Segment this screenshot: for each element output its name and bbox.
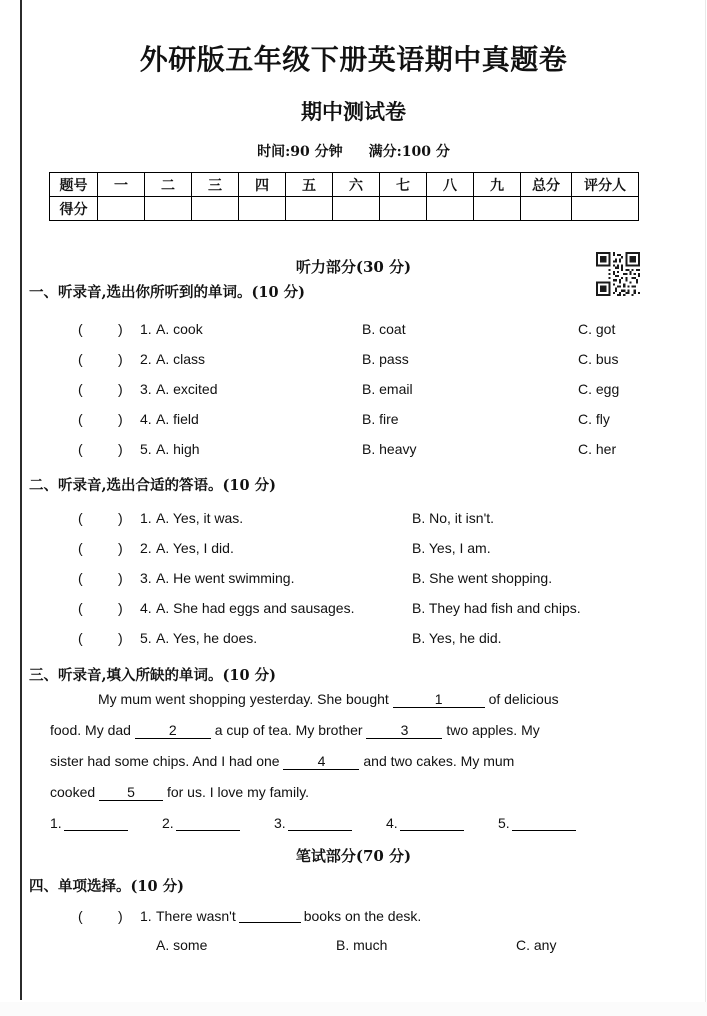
option-c[interactable]: C. bus bbox=[578, 351, 619, 367]
score-table-row-label-question: 题号 bbox=[50, 173, 98, 197]
option-b[interactable]: B. much bbox=[336, 937, 388, 953]
section-heading-3: 三、听录音,填入所缺的单词。(10 分) bbox=[29, 667, 276, 684]
cloze-text: two apples. My bbox=[446, 722, 540, 738]
cloze-blank-3[interactable]: 3 bbox=[366, 723, 442, 739]
option-c[interactable]: C. her bbox=[578, 441, 617, 457]
question-number: 5. bbox=[140, 630, 152, 646]
option-a[interactable]: A. cook bbox=[156, 321, 203, 337]
cloze-blank-1[interactable]: 1 bbox=[393, 692, 485, 708]
option-a[interactable]: A. field bbox=[156, 411, 199, 427]
score-table-col-8: 八 bbox=[427, 173, 474, 197]
option-a[interactable]: A. Yes, it was. bbox=[156, 510, 244, 526]
cloze-text: for us. I love my family. bbox=[166, 784, 310, 800]
option-b[interactable]: B. Yes, he did. bbox=[412, 630, 502, 646]
answer-blank-4[interactable] bbox=[386, 815, 464, 831]
score-cell-6[interactable] bbox=[333, 197, 380, 221]
question-number: 1. bbox=[140, 908, 152, 924]
stem-before: There wasn't bbox=[156, 908, 236, 924]
score-cell-3[interactable] bbox=[192, 197, 239, 221]
option-b[interactable]: B. They had fish and chips. bbox=[412, 600, 581, 616]
option-b[interactable]: B. pass bbox=[362, 351, 409, 367]
cloze-line-2 bbox=[50, 723, 540, 739]
question-number: 1. bbox=[140, 510, 152, 526]
cloze-line-4 bbox=[50, 785, 309, 801]
score-table-col-4: 四 bbox=[239, 173, 286, 197]
score-table-col-3: 三 bbox=[192, 173, 239, 197]
score-table-row-label-score: 得分 bbox=[50, 197, 98, 221]
option-a[interactable]: A. He went swimming. bbox=[156, 570, 295, 586]
score-table-col-total: 总分 bbox=[521, 173, 572, 197]
option-a[interactable]: A. excited bbox=[156, 381, 218, 397]
score-cell-rater[interactable] bbox=[572, 197, 639, 221]
option-a[interactable]: A. class bbox=[156, 351, 206, 367]
scan-bottom-band bbox=[0, 1002, 707, 1016]
page-subtitle: 期中测试卷 bbox=[301, 99, 406, 124]
cloze-blank-2[interactable]: 2 bbox=[135, 723, 211, 739]
cloze-text: a cup of tea. My brother bbox=[214, 722, 363, 738]
answer-rule[interactable] bbox=[288, 819, 352, 831]
exam-total-label: 满分:100 分 bbox=[368, 144, 450, 160]
page-title: 外研版五年级下册英语期中真题卷 bbox=[139, 43, 568, 76]
score-cell-total[interactable] bbox=[521, 197, 572, 221]
answer-blank-2[interactable] bbox=[162, 815, 240, 831]
section-heading-2: 二、听录音,选出合适的答语。(10 分) bbox=[29, 477, 276, 494]
question-number: 4. bbox=[140, 411, 152, 427]
answer-number: 3. bbox=[274, 815, 286, 831]
option-b[interactable]: B. coat bbox=[362, 321, 406, 337]
stem-after: books on the desk. bbox=[303, 908, 422, 924]
score-cell-5[interactable] bbox=[286, 197, 333, 221]
exam-page: 外研版五年级下册英语期中真题卷 期中测试卷 时间:90 分钟 满分:100 分 题号 一 二 三 四 五 六 七 八 九 总分 评分人 得分 听力部分(30 分) 一、听录音,选出你所听到的单词。(10 分) ( ) 1. A. cook B. coat C. got ( ) 2. A. class B. pass C. bus ( ) 3. A. excited B. email C. egg ( ) 4. A. field B. fire C. fly ( ) 5. A. high B. heavy C. her 二、听录音,选出合适的答语。(10 分) ( ) 1. A. Yes, it was. B. No, it isn't. ( ) 2. A. Yes, I did. B. Yes, I am. ( ) 3. A. He went swimming. B. She went shopping. ( ) 4. A. She had eggs and sausages. B. They had fish and chips. ( ) 5. A. Yes, he does. B. Yes, he did. 三、听录音,填入所缺的单词。(10 分) My mum went shopping yesterday. She bought 1 of delicious food. My dad 2 a cup of tea. My brother 3 two apples. My sister had some chips. And I had one 4 and two cakes. My mum cooked 5 for us. I love my family. 1. 2. 3. 4. 5. 笔试部分(70 分) 四、单项选择。(10 分) ( ) 1. There wasn't books on the desk. A. some B. much C. any bbox=[0, 0, 707, 1016]
answer-blank-strip bbox=[50, 815, 650, 835]
cloze-line-1 bbox=[98, 692, 559, 708]
cloze-blank-5[interactable]: 5 bbox=[99, 785, 163, 801]
score-table-col-2: 二 bbox=[145, 173, 192, 197]
score-cell-2[interactable] bbox=[145, 197, 192, 221]
part-banner-listening: 听力部分(30 分) bbox=[295, 258, 412, 276]
score-cell-9[interactable] bbox=[474, 197, 521, 221]
question-number: 2. bbox=[140, 351, 152, 367]
question-number: 5. bbox=[140, 441, 152, 457]
score-cell-1[interactable] bbox=[98, 197, 145, 221]
exam-meta bbox=[0, 141, 707, 161]
answer-number: 2. bbox=[162, 815, 174, 831]
section-heading-1: 一、听录音,选出你所听到的单词。(10 分) bbox=[29, 284, 305, 301]
option-c[interactable]: C. got bbox=[578, 321, 616, 337]
question-stem bbox=[156, 909, 421, 923]
answer-rule[interactable] bbox=[512, 819, 576, 831]
option-b[interactable]: B. No, it isn't. bbox=[412, 510, 495, 526]
option-b[interactable]: B. Yes, I am. bbox=[412, 540, 491, 556]
score-table-col-5: 五 bbox=[286, 173, 333, 197]
exam-time-label: 时间:90 分钟 bbox=[257, 144, 343, 160]
answer-blank-5[interactable] bbox=[498, 815, 576, 831]
answer-blank-3[interactable] bbox=[274, 815, 352, 831]
score-table-col-1: 一 bbox=[98, 173, 145, 197]
option-c[interactable]: C. fly bbox=[578, 411, 610, 427]
score-table bbox=[49, 172, 639, 221]
option-c[interactable]: C. egg bbox=[578, 381, 620, 397]
cloze-blank-4[interactable]: 4 bbox=[283, 754, 359, 770]
part-banner-written: 笔试部分(70 分) bbox=[295, 847, 412, 865]
question-number: 3. bbox=[140, 570, 152, 586]
option-b[interactable]: B. She went shopping. bbox=[412, 570, 553, 586]
score-table-col-7: 七 bbox=[380, 173, 427, 197]
cloze-text: cooked bbox=[50, 784, 96, 800]
cloze-text: of delicious bbox=[488, 691, 559, 707]
score-cell-8[interactable] bbox=[427, 197, 474, 221]
score-cell-7[interactable] bbox=[380, 197, 427, 221]
option-a[interactable]: A. Yes, he does. bbox=[156, 630, 258, 646]
answer-number: 4. bbox=[386, 815, 398, 831]
table-row-scores bbox=[50, 197, 639, 221]
cloze-text: sister had some chips. And I had one bbox=[50, 753, 280, 769]
score-table-col-9: 九 bbox=[474, 173, 521, 197]
table-row-question-numbers bbox=[50, 173, 639, 197]
option-b[interactable]: B. heavy bbox=[362, 441, 417, 457]
score-table-col-6: 六 bbox=[333, 173, 380, 197]
score-table-col-rater: 评分人 bbox=[572, 173, 639, 197]
option-a[interactable]: A. high bbox=[156, 441, 200, 457]
option-a[interactable]: A. She had eggs and sausages. bbox=[156, 600, 355, 616]
question-number: 4. bbox=[140, 600, 152, 616]
answer-number: 5. bbox=[498, 815, 510, 831]
option-b[interactable]: B. fire bbox=[362, 411, 399, 427]
option-b[interactable]: B. email bbox=[362, 381, 413, 397]
fill-in-rule[interactable] bbox=[239, 911, 301, 923]
option-a[interactable]: A. some bbox=[156, 937, 208, 953]
score-cell-4[interactable] bbox=[239, 197, 286, 221]
answer-rule[interactable] bbox=[176, 819, 240, 831]
cloze-text: and two cakes. My mum bbox=[363, 753, 515, 769]
option-c[interactable]: C. any bbox=[516, 937, 557, 953]
cloze-line-3 bbox=[50, 754, 514, 770]
question-number: 1. bbox=[140, 321, 152, 337]
cloze-text: food. My dad bbox=[50, 722, 131, 738]
answer-blank-1[interactable] bbox=[50, 815, 128, 831]
answer-rule[interactable] bbox=[64, 819, 128, 831]
question-number: 3. bbox=[140, 381, 152, 397]
answer-number: 1. bbox=[50, 815, 62, 831]
option-a[interactable]: A. Yes, I did. bbox=[156, 540, 234, 556]
section-heading-4: 四、单项选择。(10 分) bbox=[29, 878, 184, 895]
question-number: 2. bbox=[140, 540, 152, 556]
answer-rule[interactable] bbox=[400, 819, 464, 831]
cloze-text: My mum went shopping yesterday. She bought bbox=[98, 691, 389, 707]
qr-code[interactable] bbox=[596, 252, 640, 296]
